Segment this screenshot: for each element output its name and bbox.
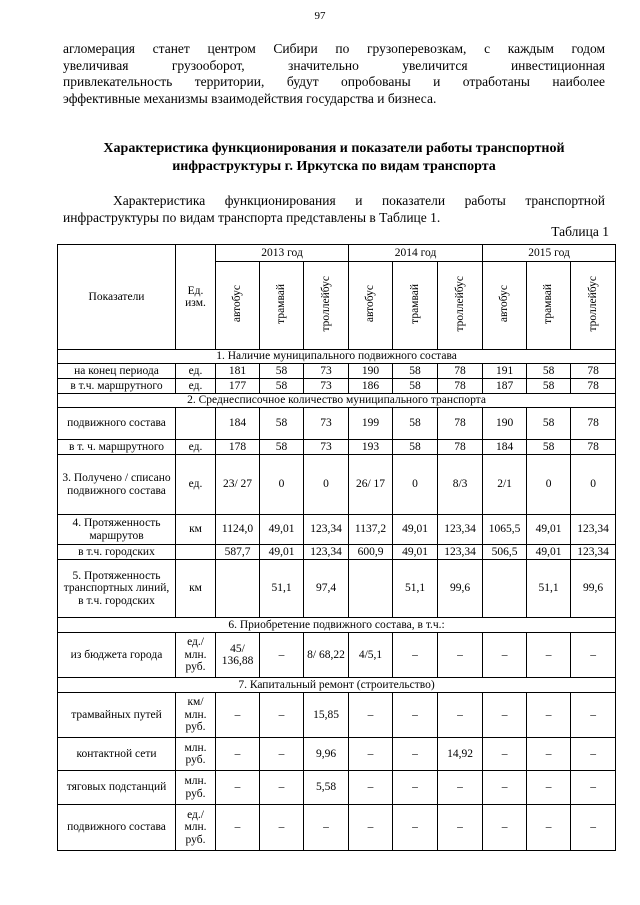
table-row	[58, 545, 616, 560]
cell-value: 49,01	[527, 515, 571, 545]
cell-value: 49,01	[260, 545, 304, 560]
cell-value: 187	[483, 379, 527, 394]
cell-value: 178	[216, 440, 260, 455]
cell-value: 58	[393, 408, 438, 440]
cell-value: 78	[571, 379, 616, 394]
cell-value: –	[483, 693, 527, 738]
cell-value: 23/ 27	[216, 455, 260, 515]
header-mode: автобус	[349, 262, 393, 350]
cell-value: 58	[260, 408, 304, 440]
cell-value: 78	[571, 440, 616, 455]
cell-value: –	[483, 738, 527, 771]
page-number: 97	[314, 10, 326, 22]
header-mode: троллейбус	[571, 262, 616, 350]
row-label: 4. Протяженность маршрутов	[58, 515, 176, 545]
cell-value: 58	[527, 379, 571, 394]
cell-value: –	[483, 771, 527, 805]
cell-value: –	[216, 693, 260, 738]
cell-value: –	[216, 738, 260, 771]
cell-value: 9,96	[304, 738, 349, 771]
cell-value: 49,01	[393, 545, 438, 560]
cell-value: 1137,2	[349, 515, 393, 545]
cell-value: 1124,0	[216, 515, 260, 545]
cell-value: 123,34	[438, 515, 483, 545]
cell-value: 191	[483, 364, 527, 379]
intro-line: эффективные механизмы взаимодействия государства и бизнеса.	[63, 90, 437, 106]
header-mode: трамвай	[527, 262, 571, 350]
row-label: 5. Протяженность транспортных линий, в т.ч. городских	[58, 560, 176, 618]
table-row	[58, 693, 616, 738]
cell-value: –	[438, 771, 483, 805]
cell-value: –	[260, 693, 304, 738]
cell-value: 5,58	[304, 771, 349, 805]
cell-value: –	[438, 633, 483, 678]
table-row	[58, 364, 616, 379]
table-row	[58, 379, 616, 394]
cell-value: 0	[571, 455, 616, 515]
row-unit: млн. руб.	[176, 771, 216, 805]
cell-value: 8/3	[438, 455, 483, 515]
row-label: в т.ч. маршрутного	[58, 379, 176, 394]
header-year: 2015 год	[483, 245, 616, 262]
cell-value: 193	[349, 440, 393, 455]
cell-value: 78	[571, 364, 616, 379]
table-row	[58, 515, 616, 545]
cell-value: 73	[304, 440, 349, 455]
cell-value: –	[349, 771, 393, 805]
header-mode: автобус	[483, 262, 527, 350]
cell-value: 0	[527, 455, 571, 515]
cell-value: –	[527, 805, 571, 851]
cell-value: 58	[260, 440, 304, 455]
cell-value: –	[483, 633, 527, 678]
intro-line: увеличивая грузооборот, значительно увеличится инвестиционная	[63, 57, 605, 73]
cell-value: 51,1	[527, 560, 571, 618]
cell-value: –	[393, 693, 438, 738]
table-row	[58, 805, 616, 851]
cell-value: –	[571, 738, 616, 771]
para-line: инфраструктуры по видам транспорта представлены в Таблице 1.	[63, 210, 441, 225]
cell-value: 123,34	[304, 515, 349, 545]
cell-value: 78	[438, 408, 483, 440]
cell-value: 123,34	[304, 545, 349, 560]
cell-value: –	[527, 693, 571, 738]
cell-value: 190	[349, 364, 393, 379]
cell-value: –	[260, 633, 304, 678]
cell-value: 26/ 17	[349, 455, 393, 515]
cell-value: –	[571, 771, 616, 805]
cell-value: 73	[304, 408, 349, 440]
row-label: из бюджета города	[58, 633, 176, 678]
header-year: 2013 год	[216, 245, 349, 262]
cell-value: 186	[349, 379, 393, 394]
cell-value: –	[527, 771, 571, 805]
cell-value: –	[260, 805, 304, 851]
cell-value	[216, 560, 260, 618]
cell-value: 58	[527, 408, 571, 440]
cell-value: 99,6	[571, 560, 616, 618]
table-row	[58, 560, 616, 618]
table-body	[58, 350, 616, 851]
intro-line: привлекательность территории, будут опробованы и отработаны наиболее	[63, 74, 605, 89]
heading-line: Характеристика функционирования и показатели работы транспортной	[103, 141, 565, 156]
row-unit: ед.	[176, 440, 216, 455]
cell-value: 78	[438, 364, 483, 379]
cell-value: 58	[527, 364, 571, 379]
header-year: 2014 год	[349, 245, 483, 262]
row-unit: ед./ млн. руб.	[176, 805, 216, 851]
row-unit: км	[176, 515, 216, 545]
cell-value: 58	[393, 440, 438, 455]
cell-value	[483, 560, 527, 618]
cell-value: –	[349, 738, 393, 771]
row-unit: ед.	[176, 455, 216, 515]
cell-value: –	[571, 633, 616, 678]
row-label: подвижного состава	[58, 805, 176, 851]
section-row: 6. Приобретение подвижного состава, в т.ч.:	[58, 618, 616, 633]
cell-value: 1065,5	[483, 515, 527, 545]
cell-value: 49,01	[393, 515, 438, 545]
cell-value: –	[393, 805, 438, 851]
cell-value: 14,92	[438, 738, 483, 771]
cell-value: 51,1	[260, 560, 304, 618]
header-mode: трамвай	[393, 262, 438, 350]
table-row	[58, 440, 616, 455]
header-unit: Ед. изм.	[176, 245, 216, 350]
row-label: в т.ч. городских	[58, 545, 176, 560]
section-row: 2. Среднесписочное количество муниципального транспорта	[58, 394, 616, 408]
cell-value: 78	[438, 379, 483, 394]
intro-line: агломерация станет центром Сибири по грузоперевозкам, с каждым годом	[63, 41, 605, 56]
cell-value: 181	[216, 364, 260, 379]
cell-value: 49,01	[260, 515, 304, 545]
cell-value: 51,1	[393, 560, 438, 618]
header-mode: трамвай	[260, 262, 304, 350]
cell-value: 8/ 68,22	[304, 633, 349, 678]
cell-value: 0	[393, 455, 438, 515]
cell-value: –	[438, 693, 483, 738]
cell-value: 506,5	[483, 545, 527, 560]
cell-value: 73	[304, 364, 349, 379]
row-label: 3. Получено / списано подвижного состава	[58, 455, 176, 515]
header-indicator: Показатели	[58, 245, 176, 350]
table-caption: Таблица 1	[551, 224, 609, 239]
cell-value: –	[438, 805, 483, 851]
cell-value: 184	[483, 440, 527, 455]
cell-value: 58	[260, 379, 304, 394]
section-heading	[60, 140, 608, 176]
cell-value: 0	[304, 455, 349, 515]
cell-value: –	[260, 771, 304, 805]
cell-value: 123,34	[438, 545, 483, 560]
cell-value: –	[527, 738, 571, 771]
row-unit: км/ млн. руб.	[176, 693, 216, 738]
cell-value: –	[260, 738, 304, 771]
cell-value: 190	[483, 408, 527, 440]
table-row	[58, 455, 616, 515]
cell-value: 58	[527, 440, 571, 455]
para-line: Характеристика функционирования и показатели работы транспортной	[113, 193, 605, 208]
cell-value: 58	[260, 364, 304, 379]
cell-value: –	[571, 693, 616, 738]
cell-value: 58	[393, 364, 438, 379]
header-mode: автобус	[216, 262, 260, 350]
row-label: тяговых подстанций	[58, 771, 176, 805]
cell-value: 4/5,1	[349, 633, 393, 678]
row-unit: млн. руб.	[176, 738, 216, 771]
cell-value: 123,34	[571, 545, 616, 560]
heading-line: инфраструктуры г. Иркутска по видам транспорта	[172, 159, 496, 174]
cell-value	[349, 560, 393, 618]
header-mode: троллейбус	[304, 262, 349, 350]
cell-value: 49,01	[527, 545, 571, 560]
cell-value: 123,34	[571, 515, 616, 545]
table-intro-paragraph	[63, 192, 605, 226]
row-label: на конец периода	[58, 364, 176, 379]
cell-value: 600,9	[349, 545, 393, 560]
row-label: подвижного состава	[58, 408, 176, 440]
cell-value: –	[304, 805, 349, 851]
cell-value: 97,4	[304, 560, 349, 618]
table-row	[58, 738, 616, 771]
row-unit	[176, 545, 216, 560]
cell-value: –	[483, 805, 527, 851]
table-row	[58, 771, 616, 805]
row-unit: км	[176, 560, 216, 618]
row-unit	[176, 408, 216, 440]
row-label: контактной сети	[58, 738, 176, 771]
transport-table	[57, 244, 616, 851]
cell-value: 199	[349, 408, 393, 440]
cell-value: –	[393, 738, 438, 771]
cell-value: –	[216, 771, 260, 805]
row-unit: ед.	[176, 364, 216, 379]
cell-value: 45/ 136,88	[216, 633, 260, 678]
cell-value: 15,85	[304, 693, 349, 738]
table-row	[58, 633, 616, 678]
cell-value: –	[349, 805, 393, 851]
header-mode: троллейбус	[438, 262, 483, 350]
cell-value: 0	[260, 455, 304, 515]
cell-value: 184	[216, 408, 260, 440]
table-row	[58, 408, 616, 440]
cell-value: 587,7	[216, 545, 260, 560]
cell-value: –	[393, 771, 438, 805]
cell-value: 2/1	[483, 455, 527, 515]
cell-value: –	[393, 633, 438, 678]
section-row: 7. Капитальный ремонт (строительство)	[58, 678, 616, 693]
intro-paragraph	[63, 41, 605, 107]
row-unit: ед.	[176, 379, 216, 394]
cell-value: –	[349, 693, 393, 738]
cell-value: –	[571, 805, 616, 851]
cell-value: 99,6	[438, 560, 483, 618]
cell-value: –	[527, 633, 571, 678]
cell-value: 177	[216, 379, 260, 394]
cell-value: 73	[304, 379, 349, 394]
section-row: 1. Наличие муниципального подвижного состава	[58, 350, 616, 364]
cell-value: 58	[393, 379, 438, 394]
cell-value: –	[216, 805, 260, 851]
row-unit: ед./ млн. руб.	[176, 633, 216, 678]
cell-value: 78	[438, 440, 483, 455]
cell-value: 78	[571, 408, 616, 440]
row-label: трамвайных путей	[58, 693, 176, 738]
row-label: в т. ч. маршрутного	[58, 440, 176, 455]
